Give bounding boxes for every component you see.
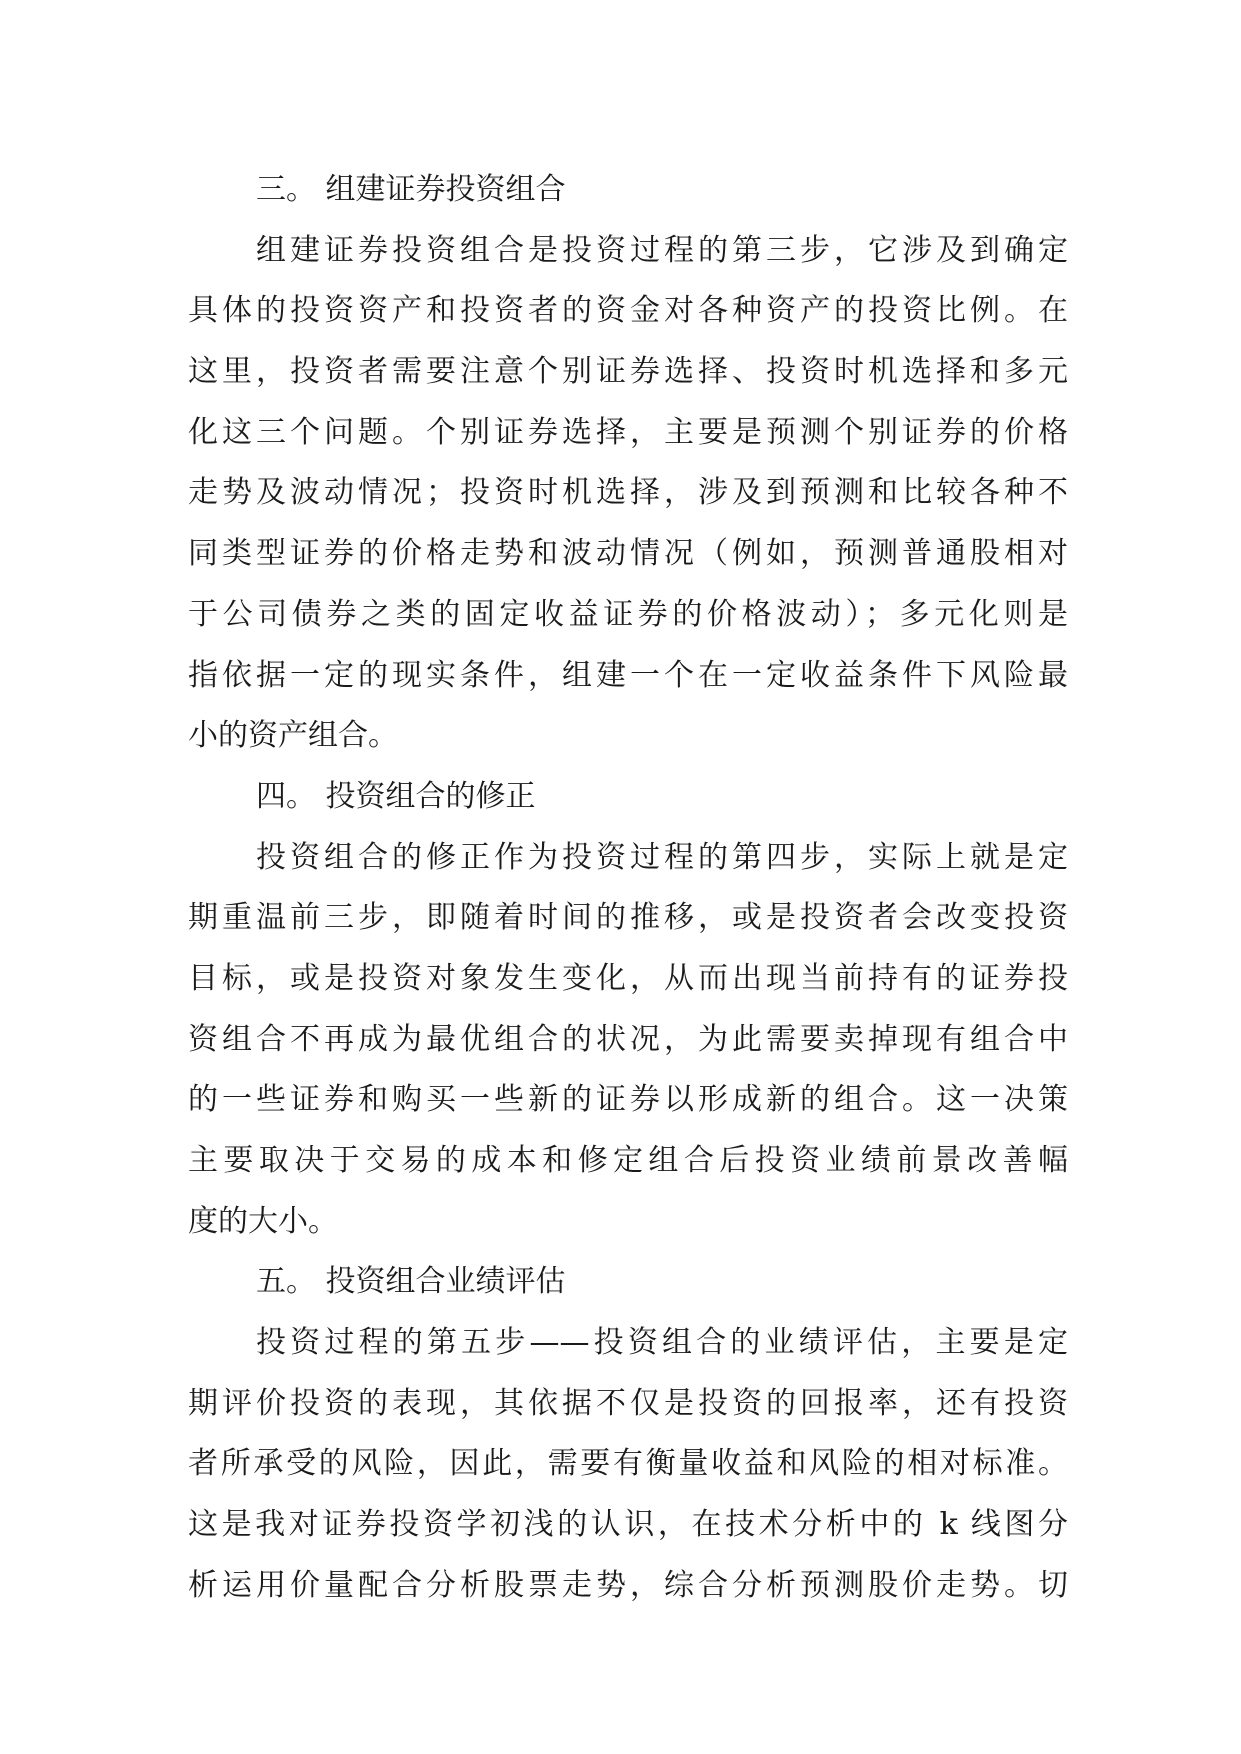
paragraph-line: 小的资产组合。 — [188, 718, 398, 754]
paragraph-line: 走势及波动情况；投资时机选择，涉及到预测和比较各种不 — [188, 475, 1068, 511]
section-heading-3: 三。 组建证券投资组合 — [256, 172, 566, 207]
paragraph-line: 期重温前三步，即随着时间的推移，或是投资者会改变投资 — [188, 900, 1068, 936]
paragraph-line: 析运用价量配合分析股票走势，综合分析预测股价走势。切 — [188, 1567, 1068, 1603]
paragraph-line: 的一些证券和购买一些新的证券以形成新的组合。这一决策 — [188, 1082, 1068, 1118]
paragraph-line: 投资组合的修正作为投资过程的第四步，实际上就是定 — [256, 839, 1068, 875]
paragraph-line: 具体的投资资产和投资者的资金对各种资产的投资比例。在 — [188, 293, 1068, 329]
paragraph-line: 化这三个问题。个别证券选择，主要是预测个别证券的价格 — [188, 414, 1068, 450]
paragraph-line: 者所承受的风险，因此，需要有衡量收益和风险的相对标准。 — [188, 1446, 1068, 1482]
paragraph-line: 同类型证券的价格走势和波动情况（例如，预测普通股相对 — [188, 536, 1068, 572]
paragraph-line: 目标，或是投资对象发生变化，从而出现当前持有的证券投 — [188, 960, 1068, 996]
paragraph-line: 资组合不再成为最优组合的状况，为此需要卖掉现有组合中 — [188, 1021, 1068, 1057]
paragraph-line: 投资过程的第五步——投资组合的业绩评估，主要是定 — [256, 1325, 1068, 1361]
paragraph-line: 主要取决于交易的成本和修定组合后投资业绩前景改善幅 — [188, 1143, 1068, 1178]
paragraph-line: 这是我对证券投资学初浅的认识，在技术分析中的 k 线图分 — [188, 1507, 1068, 1543]
paragraph-line: 于公司债券之类的固定收益证券的价格波动）；多元化则是 — [188, 596, 1068, 632]
paragraph-line: 期评价投资的表现，其依据不仅是投资的回报率，还有投资 — [188, 1385, 1068, 1421]
paragraph-line: 度的大小。 — [188, 1203, 338, 1239]
document-body — [188, 160, 1068, 1617]
paragraph-line: 这里，投资者需要注意个别证券选择、投资时机选择和多元 — [188, 354, 1068, 390]
paragraph-line: 指依据一定的现实条件，组建一个在一定收益条件下风险最 — [188, 657, 1068, 693]
section-heading-4: 四。 投资组合的修正 — [256, 778, 536, 814]
paragraph-line: 组建证券投资组合是投资过程的第三步，它涉及到确定 — [256, 232, 1068, 268]
section-heading-5: 五。 投资组合业绩评估 — [256, 1264, 566, 1300]
